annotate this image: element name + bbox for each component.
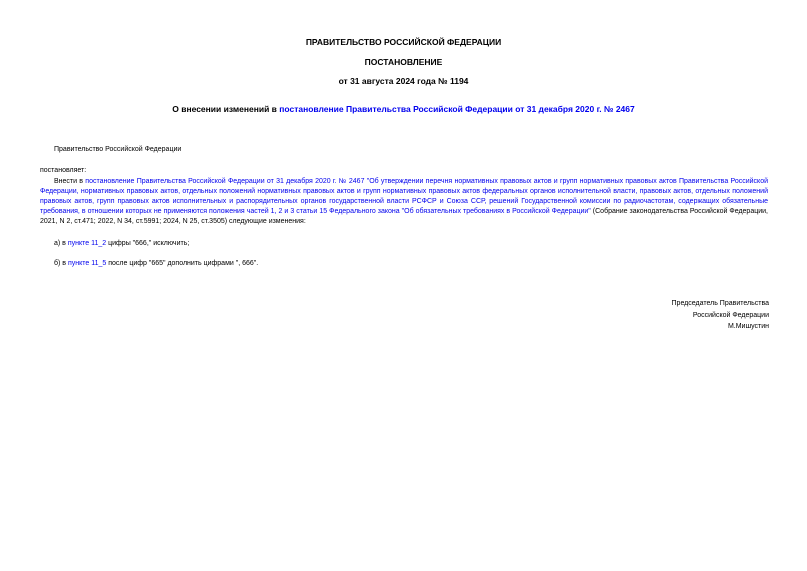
item-b-link[interactable]: пункте 11_5 (67, 260, 107, 267)
signature-organization: Российской Федерации (692, 312, 769, 319)
title-decree-link[interactable]: постановление Правительства Российской Федерации от 31 декабря 2020 г. № 2467 (279, 104, 635, 114)
item-a (54, 240, 189, 247)
date-number-heading: от 31 августа 2024 года № 1194 (338, 76, 469, 86)
main-prefix: Внести в (54, 178, 86, 185)
government-heading: ПРАВИТЕЛЬСТВО РОССИЙСКОЙ ФЕДЕРАЦИИ (305, 37, 502, 47)
item-a-prefix: а) в (54, 240, 68, 247)
item-b-prefix: б) в (54, 260, 68, 267)
item-a-link[interactable]: пункте 11_2 (67, 240, 107, 247)
government-line: Правительство Российской Федерации (54, 146, 182, 153)
document-title (0, 104, 807, 114)
main-paragraph (40, 177, 768, 227)
document-type-heading: ПОСТАНОВЛЕНИЕ (364, 57, 443, 67)
item-b (54, 260, 258, 267)
item-b-suffix: после цифр "665" дополнить цифрами ", 666". (106, 260, 259, 267)
resolves-line: постановляет: (40, 167, 87, 174)
main-suffix: (Собрание законодательства Российской Федерации, 2021, N 2, ст.471; 2022, N 34, ст.5991; 2024, N 25, ст.3505) следующие изменения: (40, 208, 768, 225)
title-prefix: О внесении изменений в (172, 104, 280, 114)
main-decree-link[interactable]: постановление Правительства Российской Федерации от 31 декабря 2020 г. № 2467 "Об утверждении перечня нормативных правовых актов и групп нормативных правовых актов Правительства Российской Федерации, нормативных правовых актов, отдельных положений нормативных правовых актов и групп нормативных правовых актов федеральных органов исполнительной власти, правовых актов, отдельных положений правовых актов, групп правовых актов исполнительных и распорядительных органов государственной власти РСФСР и Союза ССР, решений Государственной комиссии по радиочастотам, содержащих обязательные требования, в отношении которых не применяются положения частей 1, 2 и 3 статьи 15 Федерального закона "Об обязательных требованиях в Российской Федерации" (40, 178, 768, 215)
item-a-suffix: цифры "666," исключить; (106, 240, 190, 247)
signature-name: М.Мишустин (727, 323, 769, 330)
signature-position: Председатель Правительства (671, 300, 769, 307)
